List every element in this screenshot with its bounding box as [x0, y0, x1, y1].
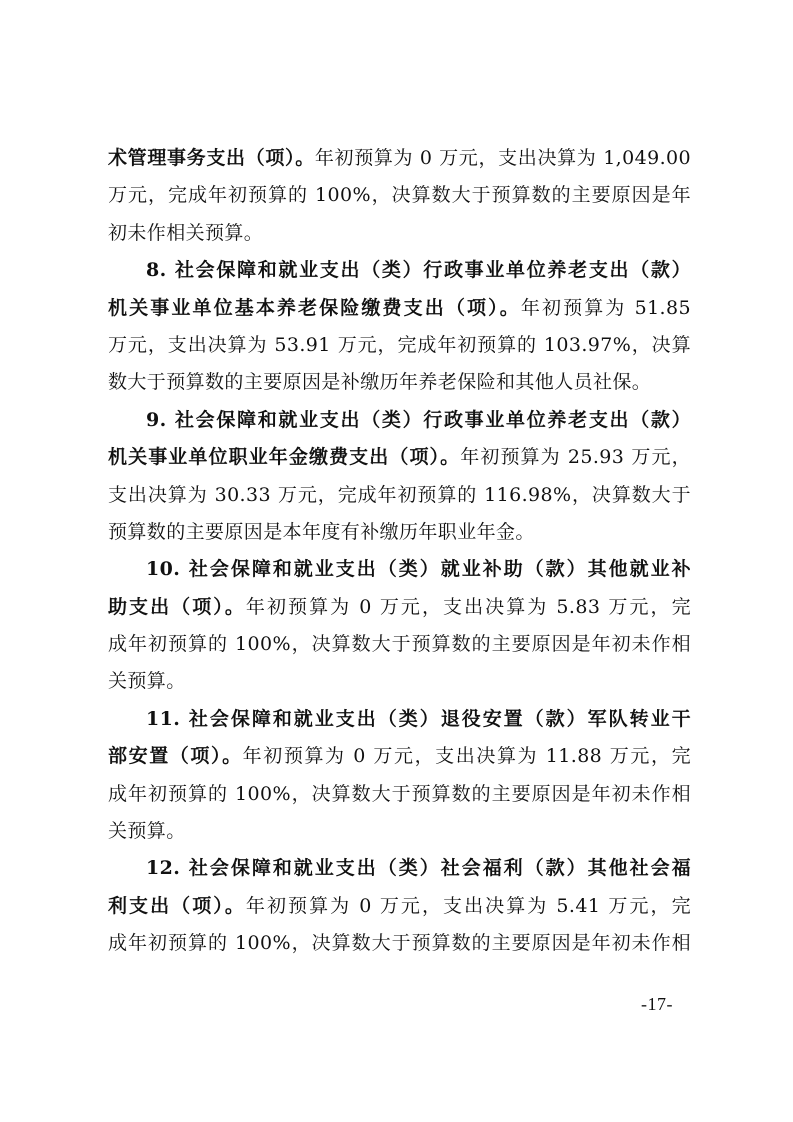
text-line — [108, 252, 691, 289]
item-text: 年初预算为 0 万元，支出决算为 1,049.00 — [314, 147, 691, 169]
item-heading: 9. 社会保障和就业支出（类）行政事业单位养老支出（款） — [146, 408, 691, 431]
text-line — [108, 888, 691, 925]
item-text: 年初预算为 51.85 — [520, 296, 691, 319]
item-text: 关预算。 — [108, 670, 186, 693]
text-line — [108, 701, 691, 738]
text-line — [108, 290, 691, 327]
text-line — [108, 589, 691, 626]
text-line — [108, 813, 691, 850]
item-text: 年初预算为 25.93 万元， — [460, 446, 691, 469]
text-line — [108, 140, 691, 177]
item-text: 年初预算为 0 万元，支出决算为 5.41 万元，完 — [245, 894, 691, 917]
item-text: 年初预算为 0 万元，支出决算为 11.88 万元，完 — [242, 745, 691, 768]
item-text: 关预算。 — [108, 820, 186, 843]
item-heading: 机关事业单位基本养老保险缴费支出（项）。 — [108, 296, 521, 319]
page-number: -17- — [641, 994, 673, 1014]
item-heading: 术管理事务支出（项）。 — [108, 147, 315, 169]
text-line — [108, 626, 691, 663]
item-heading: 利支出（项）。 — [108, 894, 246, 917]
item-text: 成年初预算的 100%，决算数大于预算数的主要原因是年初未作相 — [108, 633, 691, 656]
item-text: 预算数的主要原因是本年度有补缴历年职业年金。 — [108, 520, 535, 543]
text-line — [108, 177, 691, 214]
item-text: 初未作相关预算。 — [108, 221, 264, 244]
text-line — [108, 738, 691, 775]
text-line — [108, 514, 691, 551]
text-line — [108, 327, 691, 364]
text-line — [108, 776, 691, 813]
document-body — [108, 140, 691, 963]
item-heading: 部安置（项）。 — [108, 745, 243, 768]
text-line — [108, 925, 691, 962]
item-heading: 12. 社会保障和就业支出（类）社会福利（款）其他社会福 — [146, 857, 691, 880]
item-text: 万元，完成年初预算的 100%，决算数大于预算数的主要原因是年 — [108, 184, 691, 207]
item-text: 成年初预算的 100%，决算数大于预算数的主要原因是年初未作相 — [108, 932, 691, 955]
item-heading: 8. 社会保障和就业支出（类）行政事业单位养老支出（款） — [146, 259, 691, 282]
item-text: 支出决算为 30.33 万元，完成年初预算的 116.98%，决算数大于 — [108, 483, 691, 506]
item-heading: 机关事业单位职业年金缴费支出（项）。 — [108, 446, 461, 469]
text-line — [108, 477, 691, 514]
item-heading: 助支出（项）。 — [108, 595, 246, 618]
text-line — [108, 439, 691, 476]
item-text: 成年初预算的 100%，决算数大于预算数的主要原因是年初未作相 — [108, 782, 691, 805]
item-text: 数大于预算数的主要原因是补缴历年养老保险和其他人员社保。 — [108, 371, 652, 394]
item-heading: 10. 社会保障和就业支出（类）就业补助（款）其他就业补 — [146, 558, 691, 581]
text-line — [108, 402, 691, 439]
item-text: 年初预算为 0 万元，支出决算为 5.83 万元，完 — [245, 595, 691, 618]
text-line — [108, 364, 691, 401]
item-text: 万元，支出决算为 53.91 万元，完成年初预算的 103.97%，决算 — [108, 333, 691, 356]
text-line — [108, 215, 691, 252]
text-line — [108, 663, 691, 700]
item-heading: 11. 社会保障和就业支出（类）退役安置（款）军队转业干 — [146, 707, 691, 730]
text-line — [108, 551, 691, 588]
text-line — [108, 850, 691, 887]
